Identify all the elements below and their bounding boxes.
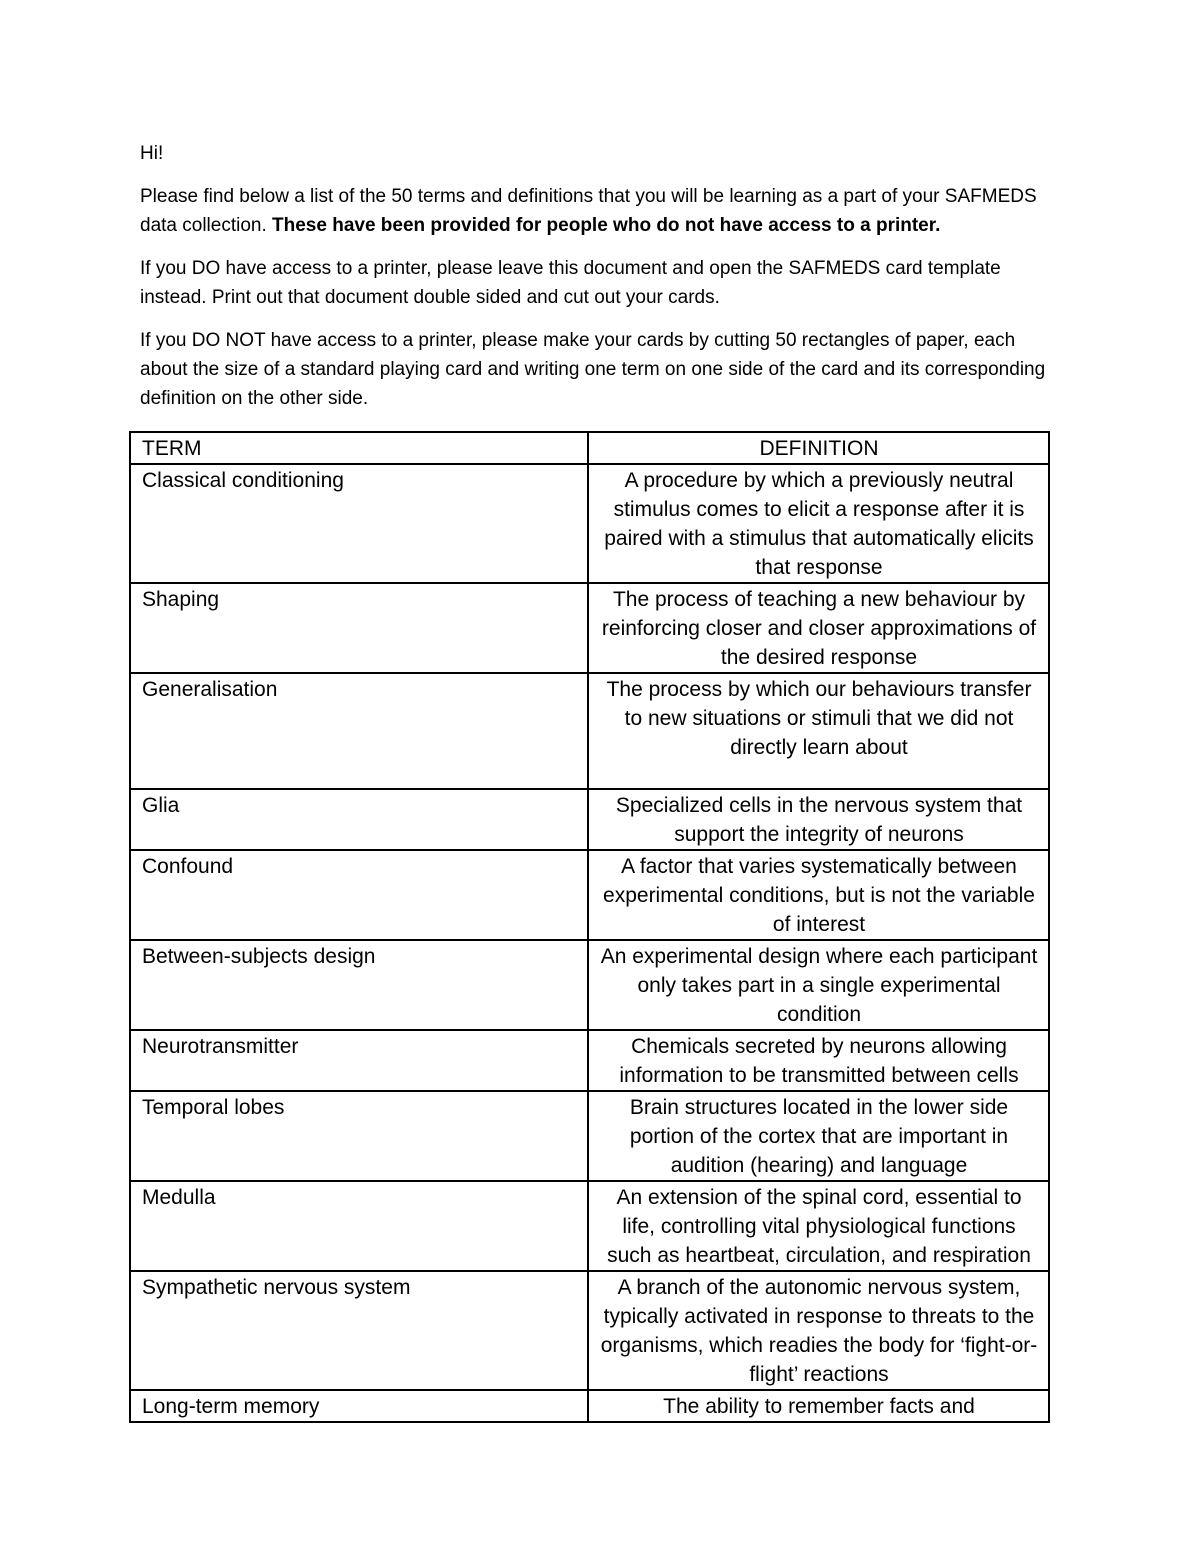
definition-cell: A factor that varies systematically between experimental conditions, but is not the variable of interest	[588, 850, 1049, 940]
table-row	[130, 1030, 1049, 1091]
definition-cell: Specialized cells in the nervous system that support the integrity of neurons	[588, 789, 1049, 850]
intro-paragraph-3: If you DO NOT have access to a printer, please make your cards by cutting 50 rectangles of paper, each about the size of a standard playing card and writing one term on one side of the card and its corresponding definition on the other side.	[140, 330, 1046, 409]
definition-cell: A procedure by which a previously neutral stimulus comes to elicit a response after it is paired with a stimulus that automatically elicits that response	[588, 464, 1049, 583]
definition-cell: Chemicals secreted by neurons allowing information to be transmitted between cells	[588, 1030, 1049, 1091]
term-cell: Sympathetic nervous system	[130, 1271, 588, 1390]
term-cell: Shaping	[130, 583, 588, 673]
table-row	[130, 850, 1049, 940]
term-column-header: TERM	[130, 432, 588, 464]
term-cell: Generalisation	[130, 673, 588, 789]
intro-paragraph-1-text: Please find below a list of the 50 terms and definitions that you will be learning as a part of your SAFMEDS data collection.	[140, 186, 1037, 236]
definition-cell: Brain structures located in the lower side portion of the cortex that are important in audition (hearing) and language	[588, 1091, 1049, 1181]
table-header-row	[130, 432, 1049, 464]
table-row	[130, 1091, 1049, 1181]
intro-paragraph-2: If you DO have access to a printer, please leave this document and open the SAFMEDS card template instead. Print out that document double sided and cut out your cards.	[140, 258, 1001, 308]
term-cell: Long-term memory	[130, 1390, 588, 1422]
definition-cell: An extension of the spinal cord, essential to life, controlling vital physiological functions such as heartbeat, circulation, and respiration	[588, 1181, 1049, 1271]
term-cell: Confound	[130, 850, 588, 940]
table-row	[130, 1181, 1049, 1271]
table-row	[130, 1390, 1049, 1422]
definition-cell: A branch of the autonomic nervous system, typically activated in response to threats to the organisms, which readies the body for ‘fight-or-flight’ reactions	[588, 1271, 1049, 1390]
definition-cell: An experimental design where each participant only takes part in a single experimental condition	[588, 940, 1049, 1030]
definition-cell: The ability to remember facts and	[588, 1390, 1049, 1422]
terms-table	[129, 431, 1050, 1423]
intro-paragraph-1-bold: These have been provided for people who do not have access to a printer.	[272, 215, 941, 236]
intro-paragraph-1	[140, 182, 1050, 240]
term-cell: Temporal lobes	[130, 1091, 588, 1181]
definition-cell: The process of teaching a new behaviour by reinforcing closer and closer approximations of the desired response	[588, 583, 1049, 673]
table-row	[130, 940, 1049, 1030]
table-row	[130, 673, 1049, 789]
definition-column-header: DEFINITION	[588, 432, 1049, 464]
document-page	[140, 140, 1050, 427]
term-cell: Classical conditioning	[130, 464, 588, 583]
term-cell: Between-subjects design	[130, 940, 588, 1030]
definition-cell: The process by which our behaviours transfer to new situations or stimuli that we did not directly learn about	[588, 673, 1049, 789]
term-cell: Neurotransmitter	[130, 1030, 588, 1091]
table-row	[130, 789, 1049, 850]
term-cell: Glia	[130, 789, 588, 850]
table-row	[130, 583, 1049, 673]
term-cell: Medulla	[130, 1181, 588, 1271]
table-row	[130, 464, 1049, 583]
greeting: Hi!	[140, 143, 164, 164]
table-row	[130, 1271, 1049, 1390]
